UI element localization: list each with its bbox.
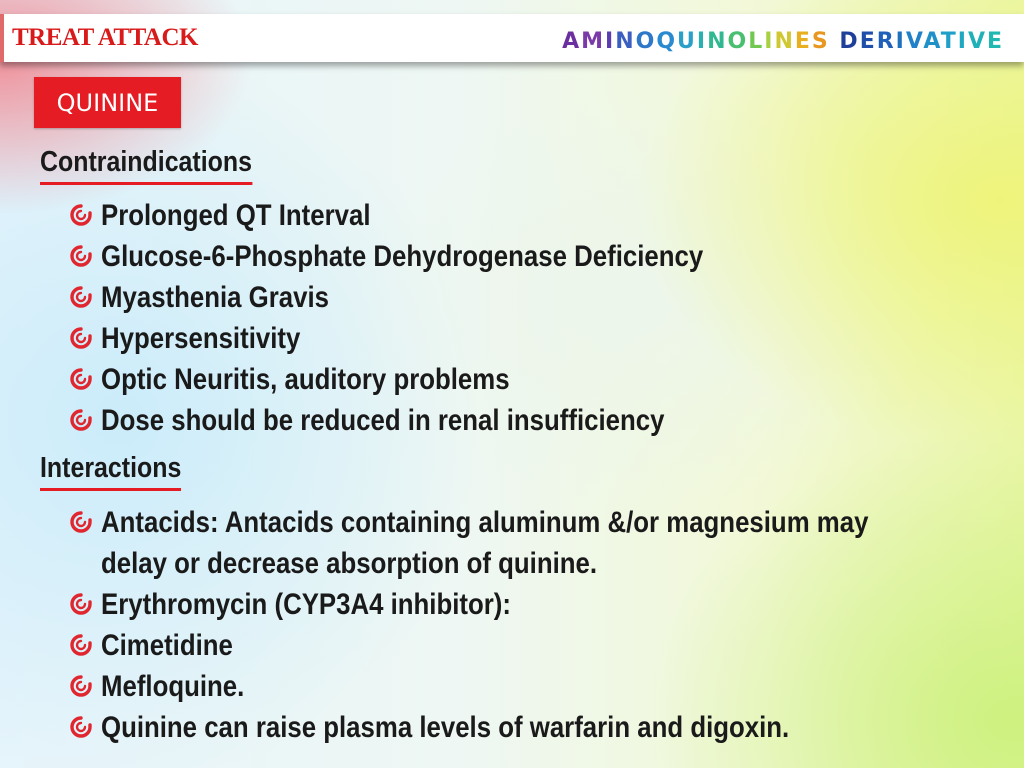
list-item-text: Erythromycin (CYP3A4 inhibitor):	[101, 588, 511, 621]
list-item-text: Prolonged QT Interval	[101, 199, 371, 232]
subtitle-letter: Q	[656, 29, 678, 54]
heading-underline	[40, 182, 252, 185]
subtitle-letter	[830, 29, 840, 54]
list-item-text: Antacids: Antacids containing aluminum &/or magnesium may	[101, 506, 869, 539]
subtitle-letter: V	[967, 29, 987, 54]
list-item-text: Cimetidine	[101, 629, 233, 662]
subtitle-letter: E	[859, 29, 877, 54]
subtitle-letter: S	[811, 29, 830, 54]
subtitle-letter: I	[605, 29, 616, 54]
interactions-heading: Interactions	[40, 452, 181, 485]
header-bar	[0, 14, 1024, 62]
swirl-bullet-icon	[70, 511, 92, 533]
swirl-bullet-icon	[70, 634, 92, 656]
subtitle-letter: M	[581, 29, 606, 54]
subtitle-letter: I	[895, 29, 906, 54]
subtitle-letter: L	[748, 29, 765, 54]
swirl-bullet-icon	[70, 675, 92, 697]
subtitle-letter: I	[957, 29, 968, 54]
swirl-bullet-icon	[70, 286, 92, 308]
contraindications-heading: Contraindications	[40, 146, 252, 179]
list-item-text: Mefloquine.	[101, 670, 245, 703]
subtitle-letter: A	[923, 29, 941, 54]
drug-label: QUININE	[34, 77, 181, 128]
list-item-text: Hypersensitivity	[101, 322, 301, 355]
subtitle-letter: N	[707, 29, 728, 54]
swirl-bullet-icon	[70, 327, 92, 349]
subtitle-letter: N	[615, 29, 636, 54]
subtitle-letter: U	[677, 29, 697, 54]
subtitle-letter: O	[635, 29, 657, 54]
subtitle-letter: E	[986, 29, 1004, 54]
subtitle-letter: N	[774, 29, 795, 54]
list-item-text: Glucose-6-Phosphate Dehydrogenase Deficiency	[101, 240, 704, 273]
swirl-bullet-icon	[70, 245, 92, 267]
brand-title: TREAT ATTACK	[12, 24, 198, 51]
subtitle-letter: O	[727, 29, 749, 54]
list-item-text: Dose should be reduced in renal insufficiency	[101, 404, 665, 437]
list-item-text: Myasthenia Gravis	[101, 281, 330, 314]
list-item-text: Optic Neuritis, auditory problems	[101, 363, 510, 396]
swirl-bullet-icon	[70, 716, 92, 738]
swirl-bullet-icon	[70, 368, 92, 390]
subtitle-letter: I	[696, 29, 708, 54]
swirl-bullet-icon	[70, 593, 92, 615]
subtitle-letter: T	[940, 29, 958, 54]
subtitle-letter: D	[839, 29, 860, 54]
slide-subtitle	[562, 29, 1004, 54]
subtitle-letter: E	[794, 29, 812, 54]
subtitle-letter: I	[764, 29, 775, 54]
subtitle-letter: R	[876, 29, 896, 54]
subtitle-letter: V	[905, 29, 924, 54]
swirl-bullet-icon	[70, 204, 92, 226]
subtitle-letter: A	[562, 29, 582, 54]
swirl-bullet-icon	[70, 409, 92, 431]
list-item-text: Quinine can raise plasma levels of warfarin and digoxin.	[101, 711, 790, 744]
list-item-text: delay or decrease absorption of quinine.	[101, 547, 598, 580]
heading-underline	[40, 488, 181, 491]
